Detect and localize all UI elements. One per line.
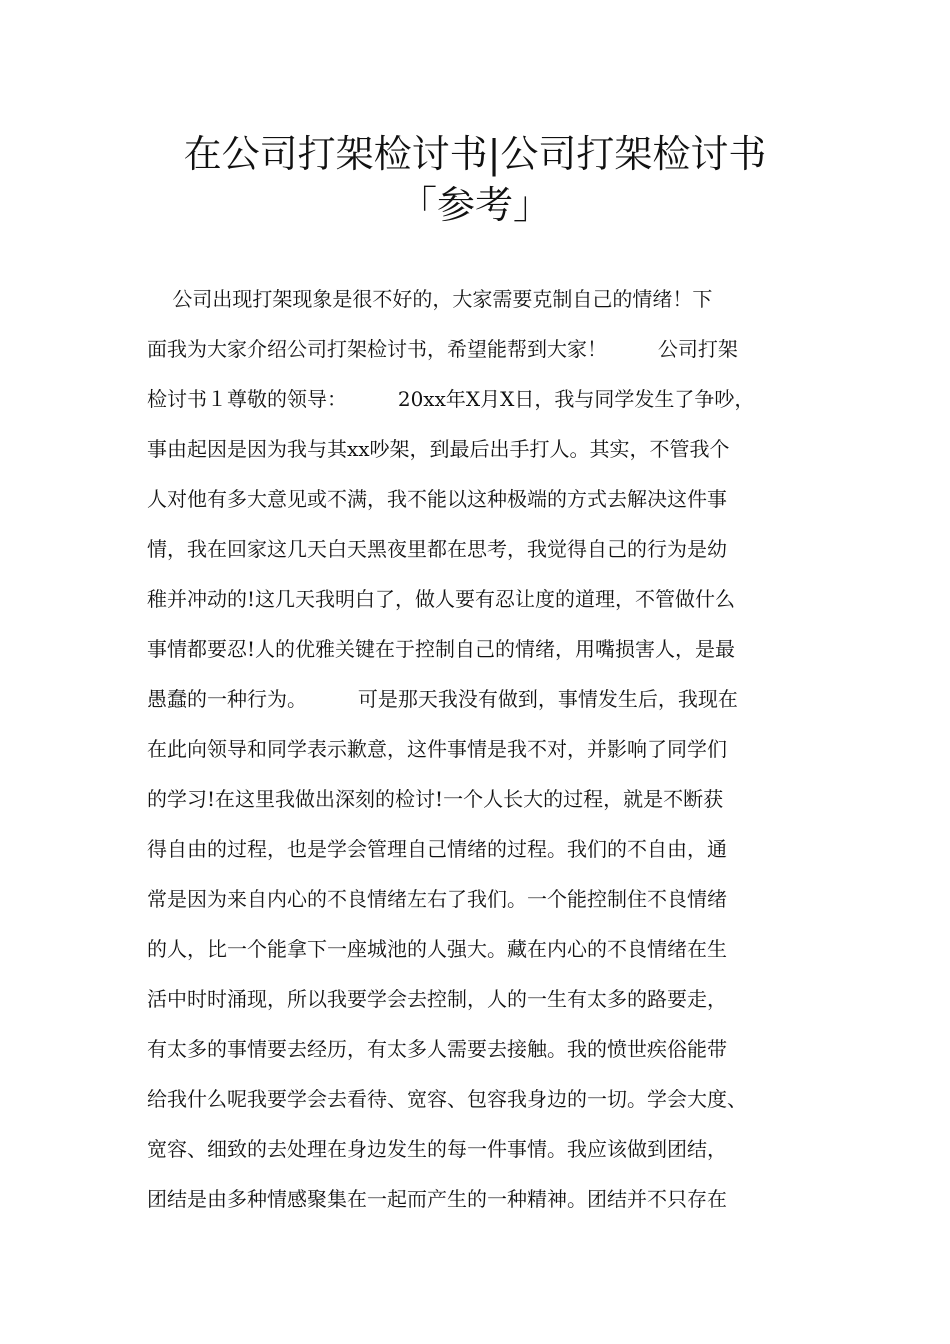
body-line: 宽容、细致的去处理在身边发生的每一件事情。我应该做到团结， [147, 1137, 727, 1161]
body-line: 情，我在回家这几天白天黑夜里都在思考，我觉得自己的行为是幼 [147, 537, 727, 561]
body-line: 在此向领导和同学表示歉意，这件事情是我不对，并影响了同学们 [147, 737, 727, 761]
body-line: 常是因为来自内心的不良情绪左右了我们。一个能控制住不良情绪 [147, 887, 727, 911]
body-line: 有太多的事情要去经历，有太多人需要去接触。我的愤世疾俗能带 [147, 1037, 727, 1061]
document-title-line-1: 在公司打架检讨书|公司打架检讨书 [183, 132, 767, 176]
body-line: 的人，比一个能拿下一座城池的人强大。藏在内心的不良情绪在生 [147, 937, 727, 961]
body-line: 事由起因是因为我与其xx吵架，到最后出手打人。其实，不管我个 [147, 437, 730, 461]
body-line: 团结是由多种情感聚集在一起而产生的一种精神。团结并不只存在 [147, 1187, 727, 1211]
body-line: 事情都要忍!人的优雅关键在于控制自己的情绪，用嘴损害人，是最 [147, 637, 736, 661]
body-line: 活中时时涌现，所以我要学会去控制，人的一生有太多的路要走， [147, 987, 727, 1011]
body-line: 稚并冲动的!这几天我明白了，做人要有忍让度的道理，不管做什么 [147, 587, 736, 611]
document-title-line-2: 「参考」 [398, 183, 551, 227]
body-line: 给我什么呢我要学会去看待、宽容、包容我身边的一切。学会大度、 [147, 1087, 747, 1111]
body-line: 愚蠢的一种行为。 可是那天我没有做到，事情发生后，我现在 [147, 687, 738, 711]
body-line: 检讨书１尊敬的领导： 20xx年X月X日，我与同学发生了争吵， [147, 387, 755, 411]
body-line: 公司出现打架现象是很不好的，大家需要克制自己的情绪！下 [147, 287, 713, 311]
body-line: 得自由的过程，也是学会管理自己情绪的过程。我们的不自由，通 [147, 837, 727, 861]
body-line: 面我为大家介绍公司打架检讨书，希望能帮到大家！ 公司打架 [147, 337, 738, 361]
body-line: 人对他有多大意见或不满，我不能以这种极端的方式去解决这件事 [147, 487, 727, 511]
body-line: 的学习!在这里我做出深刻的检讨!一个人长大的过程，就是不断获 [147, 787, 724, 811]
